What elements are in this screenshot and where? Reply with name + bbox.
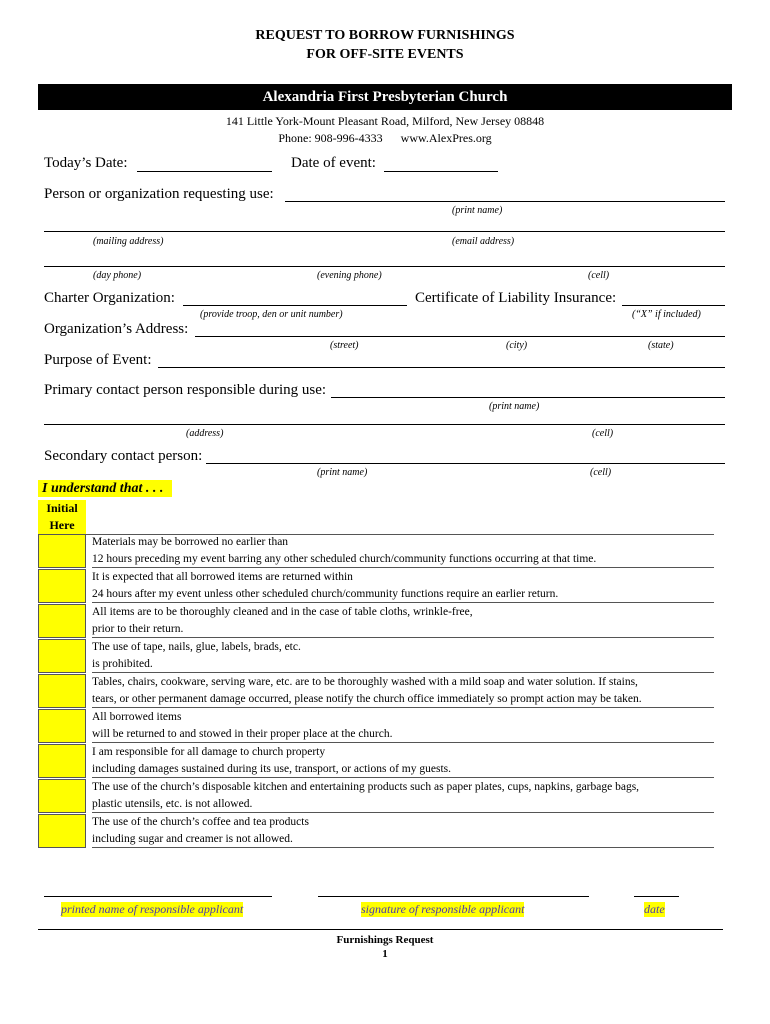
term-row bbox=[38, 779, 714, 813]
secondary-print-name-hint: (print name) bbox=[317, 467, 368, 478]
term-line-1: It is expected that all borrowed items are returned within bbox=[92, 571, 353, 583]
term-text bbox=[92, 744, 714, 778]
initial-box[interactable] bbox=[38, 639, 86, 673]
day-phone-hint: (day phone) bbox=[93, 270, 142, 281]
term-text bbox=[92, 779, 714, 813]
printed-name-label: printed name of responsible applicant bbox=[61, 902, 244, 916]
email-address-hint: (email address) bbox=[452, 236, 515, 247]
footer-divider bbox=[38, 929, 723, 930]
evening-phone-hint: (evening phone) bbox=[317, 270, 382, 281]
state-hint: (state) bbox=[648, 340, 674, 351]
initial-here-header bbox=[38, 500, 86, 534]
term-row bbox=[38, 744, 714, 778]
initial-box[interactable] bbox=[38, 814, 86, 848]
term-line-1: The use of tape, nails, glue, labels, brads, etc. bbox=[92, 641, 301, 653]
initial-box[interactable] bbox=[38, 604, 86, 638]
term-text bbox=[92, 814, 714, 848]
term-row bbox=[38, 534, 714, 568]
date-of-event-label: Date of event: bbox=[291, 155, 376, 171]
charter-organization-field[interactable] bbox=[183, 305, 407, 306]
term-line-2: including sugar and creamer is not allowed. bbox=[92, 833, 293, 845]
term-row bbox=[38, 814, 714, 848]
date-of-event-field[interactable] bbox=[384, 171, 498, 172]
footer-title: Furnishings Request bbox=[336, 934, 434, 946]
mailing-email-field[interactable] bbox=[44, 231, 725, 232]
primary-contact-label: Primary contact person responsible during use: bbox=[44, 382, 327, 398]
church-name-banner: Alexandria First Presbyterian Church bbox=[38, 84, 732, 110]
todays-date-label: Today’s Date: bbox=[44, 155, 128, 171]
primary-address-hint: (address) bbox=[186, 428, 224, 439]
term-line-2: plastic utensils, etc. is not allowed. bbox=[92, 798, 253, 810]
term-line-1: The use of the church’s disposable kitchen and entertaining products such as paper plates, cups, napkins, garbage bags, bbox=[92, 781, 640, 793]
term-line-2: will be returned to and stowed in their proper place at the church. bbox=[92, 728, 393, 740]
date-label: date bbox=[644, 902, 665, 916]
initial-box[interactable] bbox=[38, 674, 86, 708]
initial-header-line-1: Initial bbox=[46, 501, 78, 515]
term-text bbox=[92, 709, 714, 743]
todays-date-field[interactable] bbox=[137, 171, 272, 172]
initial-box[interactable] bbox=[38, 569, 86, 603]
form-title-line-2: FOR OFF-SITE EVENTS bbox=[306, 47, 464, 62]
organization-address-label: Organization’s Address: bbox=[44, 321, 189, 337]
print-name-hint: (print name) bbox=[452, 205, 503, 216]
primary-contact-address-field[interactable] bbox=[44, 424, 725, 425]
term-line-2: 24 hours after my event unless other scheduled church/community functions require an earlier return. bbox=[92, 588, 559, 600]
term-line-1: All borrowed items bbox=[92, 711, 182, 723]
city-hint: (city) bbox=[506, 340, 528, 351]
church-phone-website: Phone: 908-996-4333 www.AlexPres.org bbox=[278, 131, 492, 145]
form-title-line-1: REQUEST TO BORROW FURNISHINGS bbox=[255, 28, 515, 43]
initial-header-line-2: Here bbox=[49, 518, 75, 532]
street-hint: (street) bbox=[330, 340, 359, 351]
requester-name-field[interactable] bbox=[285, 201, 725, 202]
term-line-2: tears, or other permanent damage occurred, please notify the church office immediately so prompt action may be taken. bbox=[92, 693, 642, 705]
signature-line[interactable] bbox=[318, 896, 589, 897]
term-row bbox=[38, 639, 714, 673]
secondary-cell-hint: (cell) bbox=[590, 467, 612, 478]
term-text bbox=[92, 569, 714, 603]
term-line-1: Materials may be borrowed no earlier than bbox=[92, 536, 289, 548]
term-line-1: I am responsible for all damage to church property bbox=[92, 746, 326, 758]
initial-box[interactable] bbox=[38, 744, 86, 778]
initial-box[interactable] bbox=[38, 534, 86, 568]
term-line-2: is prohibited. bbox=[92, 658, 153, 670]
certificate-insurance-field[interactable] bbox=[622, 305, 725, 306]
page-number: 1 bbox=[382, 948, 388, 960]
printed-name-signature-line[interactable] bbox=[44, 896, 272, 897]
term-line-1: Tables, chairs, cookware, serving ware, etc. are to be thoroughly washed with a mild soap and water solution. If stains, bbox=[92, 676, 638, 688]
term-text bbox=[92, 674, 714, 708]
primary-print-name-hint: (print name) bbox=[489, 401, 540, 412]
initial-box[interactable] bbox=[38, 779, 86, 813]
primary-cell-hint: (cell) bbox=[592, 428, 614, 439]
secondary-contact-label: Secondary contact person: bbox=[44, 448, 203, 464]
term-text bbox=[92, 604, 714, 638]
purpose-field[interactable] bbox=[158, 367, 725, 368]
primary-contact-name-field[interactable] bbox=[331, 397, 725, 398]
term-text bbox=[92, 534, 714, 568]
certificate-hint: (“X” if included) bbox=[632, 309, 701, 320]
phones-field[interactable] bbox=[44, 266, 725, 267]
initial-box[interactable] bbox=[38, 709, 86, 743]
term-line-2: prior to their return. bbox=[92, 623, 184, 635]
charter-organization-label: Charter Organization: bbox=[44, 290, 175, 306]
term-row bbox=[38, 709, 714, 743]
term-line-2: including damages sustained during its use, transport, or actions of my guests. bbox=[92, 763, 451, 775]
signature-label: signature of responsible applicant bbox=[361, 902, 525, 916]
term-line-1: All items are to be thoroughly cleaned and in the case of table cloths, wrinkle-free, bbox=[92, 606, 473, 618]
certificate-insurance-label: Certificate of Liability Insurance: bbox=[415, 290, 617, 306]
requesting-use-label: Person or organization requesting use: bbox=[44, 186, 274, 202]
term-row bbox=[38, 674, 714, 708]
purpose-label: Purpose of Event: bbox=[44, 352, 152, 368]
church-address: 141 Little York-Mount Pleasant Road, Milford, New Jersey 08848 bbox=[225, 114, 545, 128]
mailing-address-hint: (mailing address) bbox=[93, 236, 164, 247]
secondary-contact-field[interactable] bbox=[206, 463, 725, 464]
term-row bbox=[38, 604, 714, 638]
date-signature-line[interactable] bbox=[634, 896, 679, 897]
term-row bbox=[38, 569, 714, 603]
organization-address-field[interactable] bbox=[195, 336, 725, 337]
cell-hint: (cell) bbox=[588, 270, 610, 281]
charter-hint: (provide troop, den or unit number) bbox=[200, 309, 343, 320]
understand-heading: I understand that . . . bbox=[38, 480, 172, 497]
term-line-1: The use of the church’s coffee and tea products bbox=[92, 816, 309, 828]
term-line-2: 12 hours preceding my event barring any other scheduled church/community functions occurring at that time. bbox=[92, 553, 597, 565]
term-text bbox=[92, 639, 714, 673]
